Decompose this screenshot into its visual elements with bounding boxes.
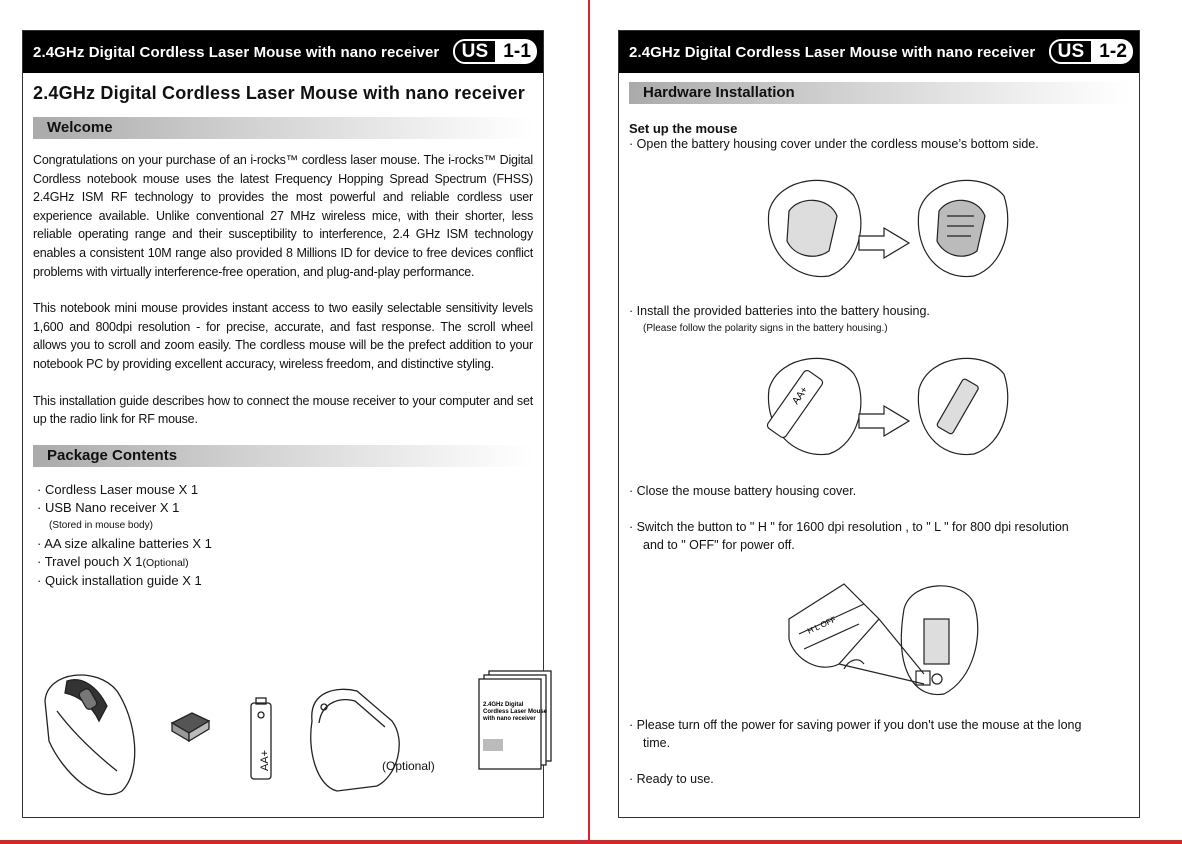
- step-5-continued: time.: [643, 736, 671, 750]
- optional-label: (Optional): [382, 759, 435, 773]
- step-3-text: Close the mouse battery housing cover.: [636, 484, 857, 498]
- hardware-installation-heading: Hardware Installation: [629, 82, 1129, 104]
- page-header: [23, 31, 543, 73]
- package-item: · AA size alkaline batteries X 1: [37, 535, 533, 553]
- step-4-text: Switch the button to " H " for 1600 dpi resolution , to " L " for 800 dpi resolution: [636, 520, 1069, 534]
- page-1-1: [22, 30, 548, 818]
- guide-cover-line: 2.4GHz Digital: [483, 702, 524, 708]
- step-2-text: Install the provided batteries into the battery housing.: [636, 304, 930, 318]
- step-3: [629, 483, 856, 500]
- header-title: 2.4GHz Digital Cordless Laser Mouse with nano receiver: [629, 43, 1036, 61]
- setup-heading: Set up the mouse: [629, 121, 738, 136]
- step-6: [629, 771, 714, 788]
- guide-cover-line: Cordless Laser Mouse: [483, 709, 548, 715]
- header-title: 2.4GHz Digital Cordless Laser Mouse with nano receiver: [33, 43, 440, 61]
- badge-us: US: [1049, 39, 1094, 64]
- package-items-icon: [37, 661, 548, 806]
- package-list: [37, 481, 533, 590]
- package-item: · Quick installation guide X 1: [37, 572, 533, 590]
- step-1-text: Open the battery housing cover under the cordless mouse’s bottom side.: [636, 137, 1039, 151]
- battery-label: AA+: [259, 749, 271, 771]
- badge-us: US: [453, 39, 498, 64]
- switch-figure-icon: [784, 579, 984, 704]
- step-5-text: Please turn off the power for saving power if you don't use the mouse at the long: [636, 718, 1082, 732]
- package-heading: Package Contents: [33, 445, 533, 467]
- step-2-note: (Please follow the polarity signs in the battery housing.): [643, 323, 888, 334]
- install-batteries-figure-icon: [759, 349, 1009, 459]
- package-item: · Travel pouch X 1(Optional): [37, 553, 189, 569]
- center-red-divider: [588, 0, 590, 844]
- welcome-paragraph-1: Congratulations on your purchase of an i-rocks™ cordless laser mouse. The i-rocks™ Digital Cordless notebook mouse uses the latest Frequency Hopping Spread Spectrum (FHSS) 2.4GHz ISM RF technology to provides the most powerful and reliable cordless user experience available. Unlike conventional 27 MHz wireless mice, with their shorter, less reliable operating range and their susceptibility to interference, 2.4 GHz ISM technology enables a consistent 10M range also provided 8 Millions ID for device to free devices conflict problems with virtually interference-free operation, and plug-and-play performance.: [33, 153, 533, 279]
- welcome-paragraph-3: This installation guide describes how to connect the mouse receiver to your computer and set up the radio link for RF mouse.: [33, 393, 533, 427]
- package-item-optional: (Optional): [142, 556, 189, 569]
- figure-battery-label: AA+: [790, 384, 811, 407]
- step-6-text: Ready to use.: [636, 772, 714, 786]
- package-item-label: Travel pouch X 1: [44, 553, 143, 569]
- step-1: [629, 136, 1129, 153]
- switch-labels: H L OFF: [806, 614, 838, 636]
- bottom-red-border: [0, 840, 1182, 844]
- step-4: [629, 519, 1069, 536]
- package-item: · Cordless Laser mouse X 1: [37, 481, 533, 499]
- page-1-2: [618, 30, 1140, 818]
- step-2: [629, 303, 930, 320]
- welcome-heading: Welcome: [33, 117, 533, 139]
- page-badge: [453, 39, 537, 64]
- guide-cover-line: with nano receiver: [483, 716, 536, 722]
- page-header: [619, 31, 1139, 73]
- package-item-note: (Stored in mouse body): [49, 519, 153, 531]
- page-badge: [1049, 39, 1133, 64]
- package-item: · USB Nano receiver X 1: [37, 499, 533, 517]
- open-cover-figure-icon: [759, 171, 1009, 281]
- package-illustration: [37, 661, 548, 806]
- badge-page-number: 1-1: [497, 39, 537, 64]
- step-4-continued: and to " OFF" for power off.: [643, 538, 795, 552]
- badge-page-number: 1-2: [1093, 39, 1133, 64]
- welcome-paragraph-2: This notebook mini mouse provides instant access to two easily selectable sensitivity levels 1,600 and 800dpi resolution - for precise, accurate, and fast response. The scroll wheel allows you to scroll and zoom easily. The cordless mouse will be the prefect addition to your notebook PC by providing excellent accuracy, wireless freedom, and distinctive styling.: [33, 301, 533, 371]
- step-5: [629, 717, 1081, 734]
- document-title: 2.4GHz Digital Cordless Laser Mouse with nano receiver: [33, 83, 525, 103]
